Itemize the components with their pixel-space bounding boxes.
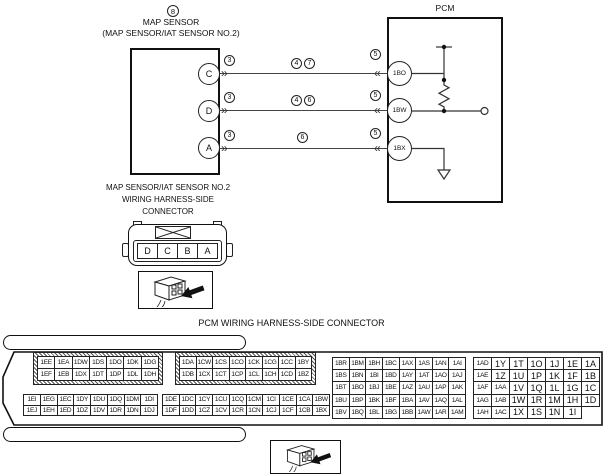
sensor-subtitle: (MAP SENSOR/IAT SENSOR NO.2): [102, 28, 240, 38]
pin-cell-1cl: 1CL: [246, 369, 263, 381]
pin-cell-1bd: 1BD: [383, 370, 400, 382]
pin-cell-1a: 1A: [582, 358, 600, 370]
pin-cell-1dr: 1DR: [108, 406, 125, 417]
pin-cell-1bg: 1BG: [383, 407, 400, 419]
pcm-pin-grid-c: [332, 357, 466, 419]
pin-cell-1dx: 1DX: [73, 369, 90, 381]
pin-cell-1eh: 1EH: [41, 406, 58, 417]
pin-cell-1be: 1BE: [383, 382, 400, 394]
pin-cell-1ba: 1BA: [400, 395, 417, 407]
pin-cell-1cm: 1CM: [247, 395, 264, 406]
pin-cell-1bq: 1BQ: [350, 407, 367, 419]
pin-cell-1ei: 1EI: [24, 395, 41, 406]
pin-cell-1ah: 1AH: [474, 407, 492, 419]
pin-cell-1h: 1H: [564, 395, 582, 407]
wire-ref-4: 4: [291, 95, 302, 106]
pin-cell-1bc: 1BC: [383, 358, 400, 370]
pin-cell-1av: 1AV: [416, 395, 433, 407]
pin-cell-1cj: 1CJ: [263, 406, 280, 417]
pin-cell-1g: 1G: [564, 382, 582, 394]
pin-cell-1dw: 1DW: [73, 357, 90, 369]
terminal-circle: [481, 108, 488, 115]
chevron-right-icon: »: [221, 141, 228, 155]
pcm-title: PCM: [435, 3, 455, 13]
pin-cell-1bi: 1BI: [366, 370, 383, 382]
pin-cell-1cf: 1CF: [280, 406, 297, 417]
sensor-pin-c: C: [198, 63, 220, 85]
pin-cell-1cr: 1CR: [230, 406, 247, 417]
pin-cell-1co: 1CO: [230, 357, 247, 369]
chevron-left-icon: «: [374, 66, 381, 80]
pin-cell-1bb: 1BB: [400, 407, 417, 419]
pin-cell-1dh: 1DH: [142, 369, 159, 381]
pin-cell-1at: 1AT: [416, 370, 433, 382]
pin-cell-1dt: 1DT: [90, 369, 107, 381]
pin-cell-1bh: 1BH: [366, 358, 383, 370]
pin-cell-1ec: 1EC: [58, 395, 75, 406]
wire-ref-4: 4: [291, 58, 302, 69]
pin-cell-1e: 1E: [564, 358, 582, 370]
pin-cell-1ds: 1DS: [90, 357, 107, 369]
pin-cell-1s: 1S: [528, 407, 546, 419]
pin-cell-1df: 1DF: [163, 406, 180, 417]
pin-cell-1af: 1AF: [474, 382, 492, 394]
pin-cell-1aa: 1AA: [492, 382, 510, 394]
pin-cell-1d: 1D: [582, 395, 600, 407]
wire-ref-3: 3: [224, 55, 235, 66]
pin-cell-1dv: 1DV: [91, 406, 108, 417]
pin-cell-1ej: 1EJ: [24, 406, 41, 417]
pin-cell-1o: 1O: [528, 358, 546, 370]
pin-cell-1ac: 1AC: [492, 407, 510, 419]
sensor-cell-a: A: [198, 244, 218, 259]
pin-cell-1l: 1L: [546, 382, 564, 394]
pin-cell-1v: 1V: [510, 382, 528, 394]
pin-cell-1ar: 1AR: [433, 407, 450, 419]
pin-cell-1cg: 1CG: [263, 357, 280, 369]
pin-cell-1az: 1AZ: [400, 382, 417, 394]
wire-ref-5: 5: [370, 128, 381, 139]
pcm-pin-grid-f: [162, 394, 330, 416]
ground-symbol: [438, 170, 450, 179]
pin-cell-1au: 1AU: [416, 382, 433, 394]
pin-cell-1am: 1AM: [449, 407, 466, 419]
pin-cell-1cp: 1CP: [230, 369, 247, 381]
pin-cell-1j: 1J: [546, 358, 564, 370]
pcm-pin-1bx: 1BX: [387, 136, 412, 161]
pin-cell-1cw: 1CW: [197, 357, 214, 369]
pcm-instruction-box: [270, 440, 341, 474]
pin-cell-1f: 1F: [564, 370, 582, 382]
pin-cell-1aw: 1AW: [416, 407, 433, 419]
pin-cell-1db: 1DB: [180, 369, 197, 381]
pin-cell-1cb: 1CB: [297, 406, 314, 417]
pin-cell-1k: 1K: [546, 370, 564, 382]
pin-cell-1y: 1Y: [492, 358, 510, 370]
pin-cell-1bm: 1BM: [350, 358, 367, 370]
pin-cell-1cn: 1CN: [247, 406, 264, 417]
pin-cell-1x: 1X: [510, 407, 528, 419]
pcm-pin-grid-d: [473, 357, 600, 419]
sensor-cell-b: B: [178, 244, 198, 259]
pin-cell-1eg: 1EG: [41, 395, 58, 406]
pin-cell-1dc: 1DC: [180, 395, 197, 406]
pin-cell-1cd: 1CD: [279, 369, 296, 381]
pin-cell-1ae: 1AE: [474, 370, 492, 382]
connector-key-x: [155, 226, 191, 239]
pcm-pin-grid-b: [175, 352, 316, 385]
sensor-pin-d: D: [198, 100, 220, 122]
pin-cell-1dj: 1DJ: [141, 406, 158, 417]
connector-lock-bar-bottom: [3, 427, 246, 442]
chevron-left-icon: «: [374, 103, 381, 117]
wire-a-to-1bx: [220, 148, 387, 149]
pin-cell-1ef: 1EF: [38, 369, 55, 381]
pin-cell-1w: 1W: [510, 395, 528, 407]
pcm-pin-1bo: 1BO: [387, 61, 412, 86]
pin-cell-1bj: 1BJ: [366, 382, 383, 394]
pin-cell-1ab: 1AB: [492, 395, 510, 407]
pin-cell-1ea: 1EA: [55, 357, 72, 369]
pin-cell-1cq: 1CQ: [230, 395, 247, 406]
pin-cell-1cy: 1CY: [196, 395, 213, 406]
pcm-pin-grid-e: [23, 394, 158, 416]
pin-cell-1cc: 1CC: [279, 357, 296, 369]
wire-ref-3: 3: [224, 92, 235, 103]
pin-cell-1bw: 1BW: [313, 395, 330, 406]
pin-cell-1q: 1Q: [528, 382, 546, 394]
sensor-connector-title-1: MAP SENSOR/IAT SENSOR NO.2: [105, 183, 231, 192]
pin-cell-1dd: 1DD: [180, 406, 197, 417]
pin-cell-1dy: 1DY: [74, 395, 91, 406]
chevron-right-icon: »: [221, 66, 228, 80]
pin-cell-1r: 1R: [528, 395, 546, 407]
pin-cell-1by: 1BY: [296, 357, 313, 369]
pin-cell-1dq: 1DQ: [108, 395, 125, 406]
wire-ref-6: 6: [297, 132, 308, 143]
pin-cell-1cx: 1CX: [197, 369, 214, 381]
pin-cell-1al: 1AL: [449, 395, 466, 407]
sensor-cell-d: D: [138, 244, 158, 259]
pin-cell-1dm: 1DM: [125, 395, 142, 406]
pin-cell-1bl: 1BL: [366, 407, 383, 419]
sensor-connector-cells: [137, 243, 218, 259]
pcm-connector-title: PCM WIRING HARNESS-SIDE CONNECTOR: [198, 318, 385, 328]
pin-cell-1bu: 1BU: [333, 395, 350, 407]
pin-cell-1ag: 1AG: [474, 395, 492, 407]
pin-cell-1ca: 1CA: [297, 395, 314, 406]
pin-cell-1dz: 1DZ: [74, 406, 91, 417]
pin-cell-1t: 1T: [510, 358, 528, 370]
pin-cell-1ci: 1CI: [263, 395, 280, 406]
pin-cell-1bf: 1BF: [383, 395, 400, 407]
pin-cell-1as: 1AS: [416, 358, 433, 370]
pin-cell-1da: 1DA: [180, 357, 197, 369]
connector-ear-right: [226, 243, 233, 257]
pin-cell-1du: 1DU: [91, 395, 108, 406]
sensor-pin-a: A: [198, 137, 220, 159]
pin-cell-1dl: 1DL: [124, 369, 141, 381]
pin-cell-1ai: 1AI: [449, 358, 466, 370]
wire-ref-6: 6: [304, 95, 315, 106]
sensor-connector-title-3: CONNECTOR: [142, 207, 194, 216]
pin-cell-1bv: 1BV: [333, 407, 350, 419]
pin-cell-1ck: 1CK: [246, 357, 263, 369]
pin-cell-1ay: 1AY: [400, 370, 417, 382]
pin-cell-1ap: 1AP: [433, 382, 450, 394]
wire-c-to-1bo: [220, 73, 387, 74]
pin-cell-1ak: 1AK: [449, 382, 466, 394]
pcm-internal-circuit: [405, 40, 505, 190]
pin-cell-1dk: 1DK: [124, 357, 141, 369]
pin-cell-1bx: 1BX: [313, 406, 330, 417]
connector-arrow-icon: [141, 273, 211, 307]
pin-cell-1bk: 1BK: [366, 395, 383, 407]
pin-cell-1cz: 1CZ: [196, 406, 213, 417]
pin-cell-1c: 1C: [582, 382, 600, 394]
sensor-title: MAP SENSOR: [142, 17, 200, 27]
wire-ref-7: 7: [304, 58, 315, 69]
pin-cell-1eb: 1EB: [55, 369, 72, 381]
pin-cell-1de: 1DE: [163, 395, 180, 406]
pin-cell-1do: 1DO: [107, 357, 124, 369]
pin-cell-1bn: 1BN: [350, 370, 367, 382]
pin-cell-1bp: 1BP: [350, 395, 367, 407]
pin-cell-1an: 1AN: [433, 358, 450, 370]
pin-cell-1z: 1Z: [492, 370, 510, 382]
pin-cell-1ed: 1ED: [58, 406, 75, 417]
pin-cell-1m: 1M: [546, 395, 564, 407]
pin-cell-1bo: 1BO: [350, 382, 367, 394]
resistor-symbol: [439, 80, 449, 111]
chevron-right-icon: »: [221, 103, 228, 117]
pin-cell-1ee: 1EE: [38, 357, 55, 369]
pin-cell-1ao: 1AO: [433, 370, 450, 382]
pin-cell-1aj: 1AJ: [449, 370, 466, 382]
pcm-pin-grid-a: [33, 352, 163, 385]
connector-arrow-icon: [273, 442, 339, 472]
wire-d-to-1bw: [220, 110, 387, 111]
wire-ref-3: 3: [224, 130, 235, 141]
pin-cell-empty: [582, 407, 600, 419]
pin-cell-1dn: 1DN: [125, 406, 142, 417]
pin-cell-1bs: 1BS: [333, 370, 350, 382]
pin-cell-1dg: 1DG: [142, 357, 159, 369]
pin-cell-1cu: 1CU: [213, 395, 230, 406]
pin-cell-1p: 1P: [528, 370, 546, 382]
sensor-connector-title-2: WIRING HARNESS-SIDE: [121, 195, 214, 204]
pin-cell-1dp: 1DP: [107, 369, 124, 381]
pin-cell-1bz: 1BZ: [296, 369, 313, 381]
pin-cell-1ad: 1AD: [474, 358, 492, 370]
component-number-badge: 8: [167, 5, 179, 17]
chevron-left-icon: «: [374, 141, 381, 155]
pcm-pin-1bw: 1BW: [387, 98, 412, 123]
pin-cell-1b: 1B: [582, 370, 600, 382]
harness-instruction-box: [138, 271, 213, 309]
pin-cell-1ce: 1CE: [280, 395, 297, 406]
pin-cell-1n: 1N: [546, 407, 564, 419]
wire-ref-5: 5: [370, 49, 381, 60]
wire-ref-5: 5: [370, 90, 381, 101]
pin-cell-1ax: 1AX: [400, 358, 417, 370]
pin-cell-1bt: 1BT: [333, 382, 350, 394]
pin-cell-1cs: 1CS: [213, 357, 230, 369]
pin-cell-1ct: 1CT: [213, 369, 230, 381]
pin-cell-1aq: 1AQ: [433, 395, 450, 407]
pin-cell-1di: 1DI: [141, 395, 158, 406]
pin-cell-1i: 1I: [564, 407, 582, 419]
sensor-cell-c: C: [158, 244, 178, 259]
pin-cell-1cv: 1CV: [213, 406, 230, 417]
pin-cell-1br: 1BR: [333, 358, 350, 370]
pin-cell-1u: 1U: [510, 370, 528, 382]
pin-cell-1ch: 1CH: [263, 369, 280, 381]
